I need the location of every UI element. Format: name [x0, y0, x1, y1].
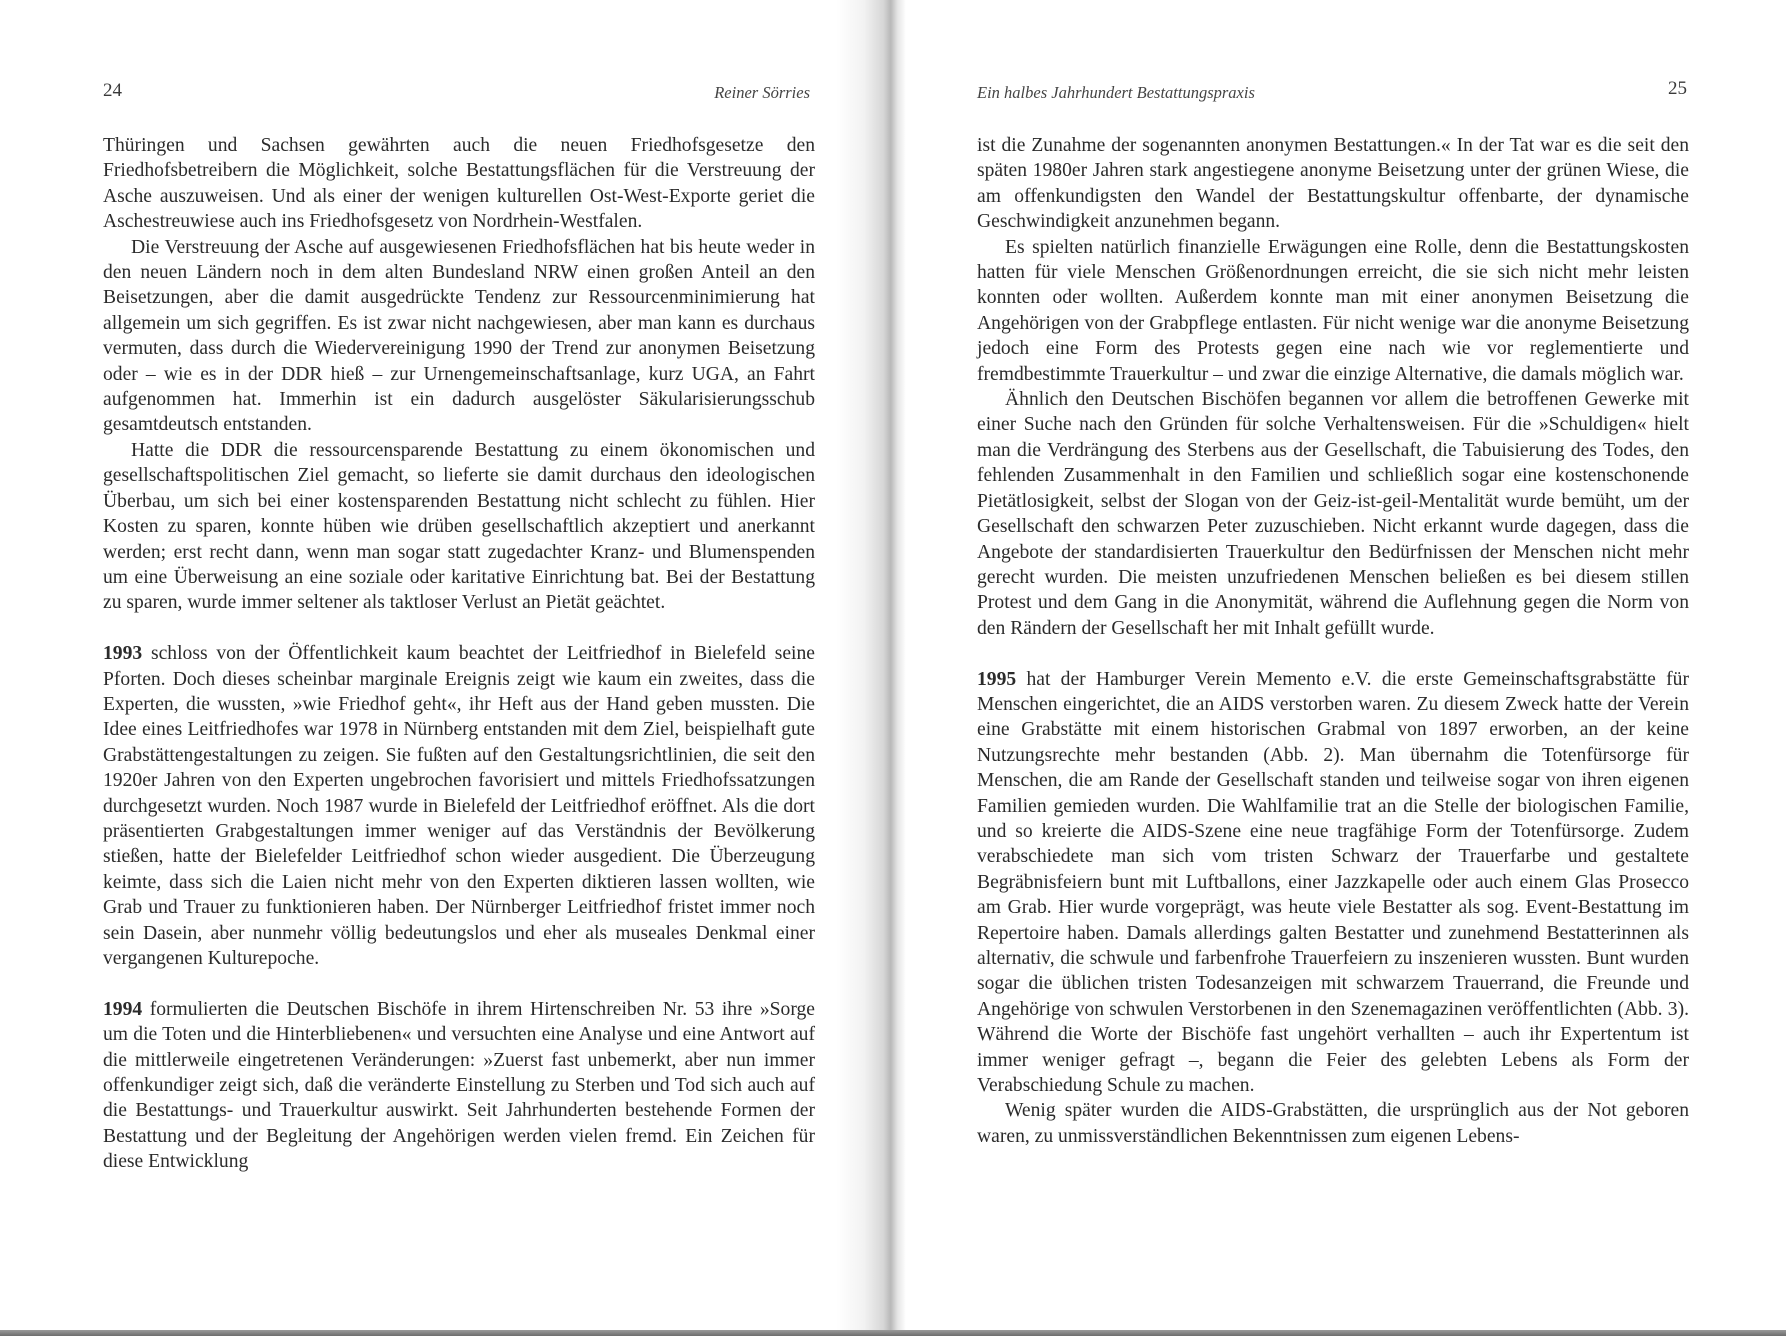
paragraph-text: formulierten die Deutschen Bischöfe in ihrem Hirtenschreiben Nr. 53 ihre »Sorge um die Toten und die Hinterbliebenen« und versuchten eine Analyse und eine Antwort auf die mittlerweile eingetretenen Veränderungen: »Zuerst fast unbemerkt, aber nun immer offenkundiger zeigt sich, daß die veränderte Einstellung zu Sterben und Tod sich auch auf die Bestattungs- und Trauerkultur auswirkt. Seit Jahrhunderten bestehende Formen der Bestattung und der Begleitung der Angehörigen werden vielen fremd. Ein Zeichen für diese Entwicklung — [103, 998, 815, 1173]
paragraph-text: schloss von der Öffentlichkeit kaum beachtet der Leitfriedhof in Bielefeld seine Pforten. Doch dieses scheinbar marginale Ereignis zeigt wie kaum ein zweites, dass die Experten, die wussten, »wie Friedhof geht«, ihr Heft aus der Hand geben mussten. Die Idee eines Leitfriedhofes war 1978 in Nürnberg entstanden mit dem Ziel, beispielhaft gute Grabstättengestaltungen zu zeigen. Sie fußten auf den Gestaltungsrichtlinien, die seit den 1920er Jahren von den Experten ungebrochen favorisiert und mittels Friedhofssatzungen durchgesetzt wurden. Noch 1987 wurde in Bielefeld der Leitfriedhof eröffnet. Als die dort präsentierten Grabgestaltungen immer weniger auf das Verständnis der Bevölkerung stießen, hatte der Bielefelder Leitfriedhof schon wieder ausgedient. Die Überzeugung keimte, dass sich die Laien nicht mehr von den Experten diktieren lassen wollten, wie Grab und Trauer zu funktionieren haben. Der Nürnberger Leitfriedhof fristet immer noch sein Dasein, aber nunmehr völlig bedeutungslos und eher als museales Denkmal einer vergangenen Kulturepoche. — [103, 643, 815, 969]
body-text — [977, 133, 1689, 1149]
page-edge — [0, 1330, 1786, 1336]
year-heading: 1993 — [103, 643, 143, 665]
paragraph: Ähnlich den Deutschen Bischöfen begannen vor allem die betroffenen Gewerke mit einer Suche nach den Gründen für solche Verhaltensweisen. Für die »Schuldigen« hielt man die Verdrängung des Sterbens aus der Gesellschaft, die Tabuisierung des Todes, den fehlenden Zusammenhalt in den Familien und schließlich sogar eine kostenschonende Pietätlosigkeit, selbst der Slogan von der Geiz-ist-geil-Mentalität wurde bemüht, um der Gesellschaft den schwarzen Peter zuzuschieben. Nicht erkannt wurde dagegen, dass die Angebote der standardisierten Trauerkultur den Bedürfnissen der Menschen nicht mehr gerecht wurden. Die meisten unzufriedenen Menschen beließen es bei diesem stillen Protest und dem Gang in die Anonymität, während die Auflehnung gegen die Norm von den Rändern der Gesellschaft her mit Inhalt gefüllt wurde. — [977, 389, 1689, 639]
year-heading: 1995 — [977, 668, 1017, 690]
year-section — [103, 997, 815, 1175]
running-head: Ein halbes Jahrhundert Bestattungspraxis — [977, 83, 1255, 102]
body-text — [103, 133, 815, 1175]
right-page — [868, 0, 1786, 1336]
paragraph: Thüringen und Sachsen gewährten auch die neuen Friedhofsgesetze den Friedhofsbetreibern die Möglichkeit, solche Bestattungsflächen für die Verstreuung der Asche auszuweisen. Und als einer der wenigen kulturellen Ost-West-Exporte geriet die Aschestreuwiese auch ins Friedhofsgesetz von Nordrhein-Westfalen. — [103, 135, 815, 233]
paragraph: ist die Zunahme der sogenannten anonymen Bestattungen.« In der Tat war es die seit den späten 1980er Jahren stark angestiegene anonyme Beisetzung unter der grünen Wiese, die am offenkundigsten den Wandel der Bestattungskultur offenbarte, der dynamische Geschwindigkeit anzunehmen begann. — [977, 135, 1689, 233]
running-head: Reiner Sörries — [714, 83, 810, 102]
year-section — [977, 667, 1689, 1099]
page-number: 24 — [103, 80, 122, 101]
left-page — [0, 0, 868, 1336]
page-number: 25 — [1668, 78, 1687, 99]
paragraph: Wenig später wurden die AIDS-Grabstätten, die ursprünglich aus der Not geboren waren, zu unmissverständlichen Bekenntnissen zum eigenen Lebens- — [977, 1100, 1689, 1147]
paragraph-text: hat der Hamburger Verein Memento e.V. die erste Gemeinschaftsgrabstätte für Menschen eingerichtet, die an AIDS verstorben waren. Zu diesem Zweck hatte der Verein eine Grabstätte mit einem historischen Grabmal von 1897 erworben, an der keine Nutzungsrechte mehr bestanden (Abb. 2). Man übernahm die Totenfürsorge für Menschen, die am Rande der Gesellschaft standen und teilweise sogar von ihren eigenen Familien gemieden wurden. Die Wahlfamilie trat an die Stelle der biologischen Familie, und so kreierte die AIDS-Szene eine neue tragfähige Form der Totenfürsorge. Zudem verabschiedete man sich vom tristen Schwarz der Trauerfarbe und gestaltete Begräbnisfeiern bunt mit Luftballons, einer Jazzkapelle oder auch einem Glas Prosecco am Grab. Hier wurde vorgeprägt, was heute viele Bestatter als sog. Event-Bestattung im Repertoire haben. Damals allerdings galten Bestatter und zunehmend Bestatterinnen als alternativ, die schwule und farbenfrohe Trauerfeiern zu inszenieren wussten. Bunt wurden sogar die üblichen tristen Todesanzeigen mit schwarzem Trauerrand, die Freunde und Angehörige von schwulen Verstorbenen in den Szenemagazinen veröffentlichten (Abb. 3). Während die Worte der Bischöfe fast ungehört verhallten – auch ihr Expertentum ist immer weniger gefragt –, begann die Feier des gelebten Lebens als Form der Verabschiedung Schule zu machen. — [977, 668, 1689, 1097]
year-heading: 1994 — [103, 998, 143, 1020]
paragraph: Hatte die DDR die ressourcensparende Bestattung zu einem ökonomischen und gesellschaftspolitischen Ziel gemacht, so lieferte sie damit durchaus den ideologischen Überbau, um sich bei einer kostensparenden Bestattung nicht schlecht zu fühlen. Hier Kosten zu sparen, konnte hüben wie drüben gesellschaftlich akzeptiert und anerkannt werden; erst recht dann, wenn man sogar statt zugedachter Kranz- und Blumenspenden um eine Überweisung an eine soziale oder karitative Einrichtung bat. Bei der Bestattung zu sparen, wurde immer seltener als taktloser Verlust an Pietät geächtet. — [103, 439, 815, 614]
year-section — [103, 641, 815, 971]
paragraph: Die Verstreuung der Asche auf ausgewiesenen Friedhofsflächen hat bis heute weder in den neuen Ländern noch in dem alten Bundesland NRW einen großen Anteil an den Beisetzungen, aber die damit ausgedrückte Tendenz zur Ressourcenminimierung hat allgemein um sich gegriffen. Es ist zwar nicht nachgewiesen, aber man kann es durchaus vermuten, dass durch die Wiedervereinigung 1990 der Trend zur anonymen Beisetzung oder – wie es in der DDR hieß – zur Urnengemeinschaftsanlage, kurz UGA, an Fahrt aufgenommen hat. Immerhin ist ein dadurch ausgelöster Säkularisierungsschub gesamtdeutsch entstanden. — [103, 236, 815, 436]
paragraph: Es spielten natürlich finanzielle Erwägungen eine Rolle, denn die Bestattungskosten hatten für viele Menschen Größenordnungen erreicht, die sie sich nicht mehr leisten konnten oder wollten. Außerdem konnte man mit einer anonymen Beisetzung die Angehörigen von der Grabpflege entlasten. Für nicht wenige war die anonyme Beisetzung jedoch eine Form des Protests gegen eine nach wie vor reglementierte und fremdbestimmte Trauerkultur – und zwar die einzige Alternative, die damals möglich war. — [977, 236, 1689, 385]
